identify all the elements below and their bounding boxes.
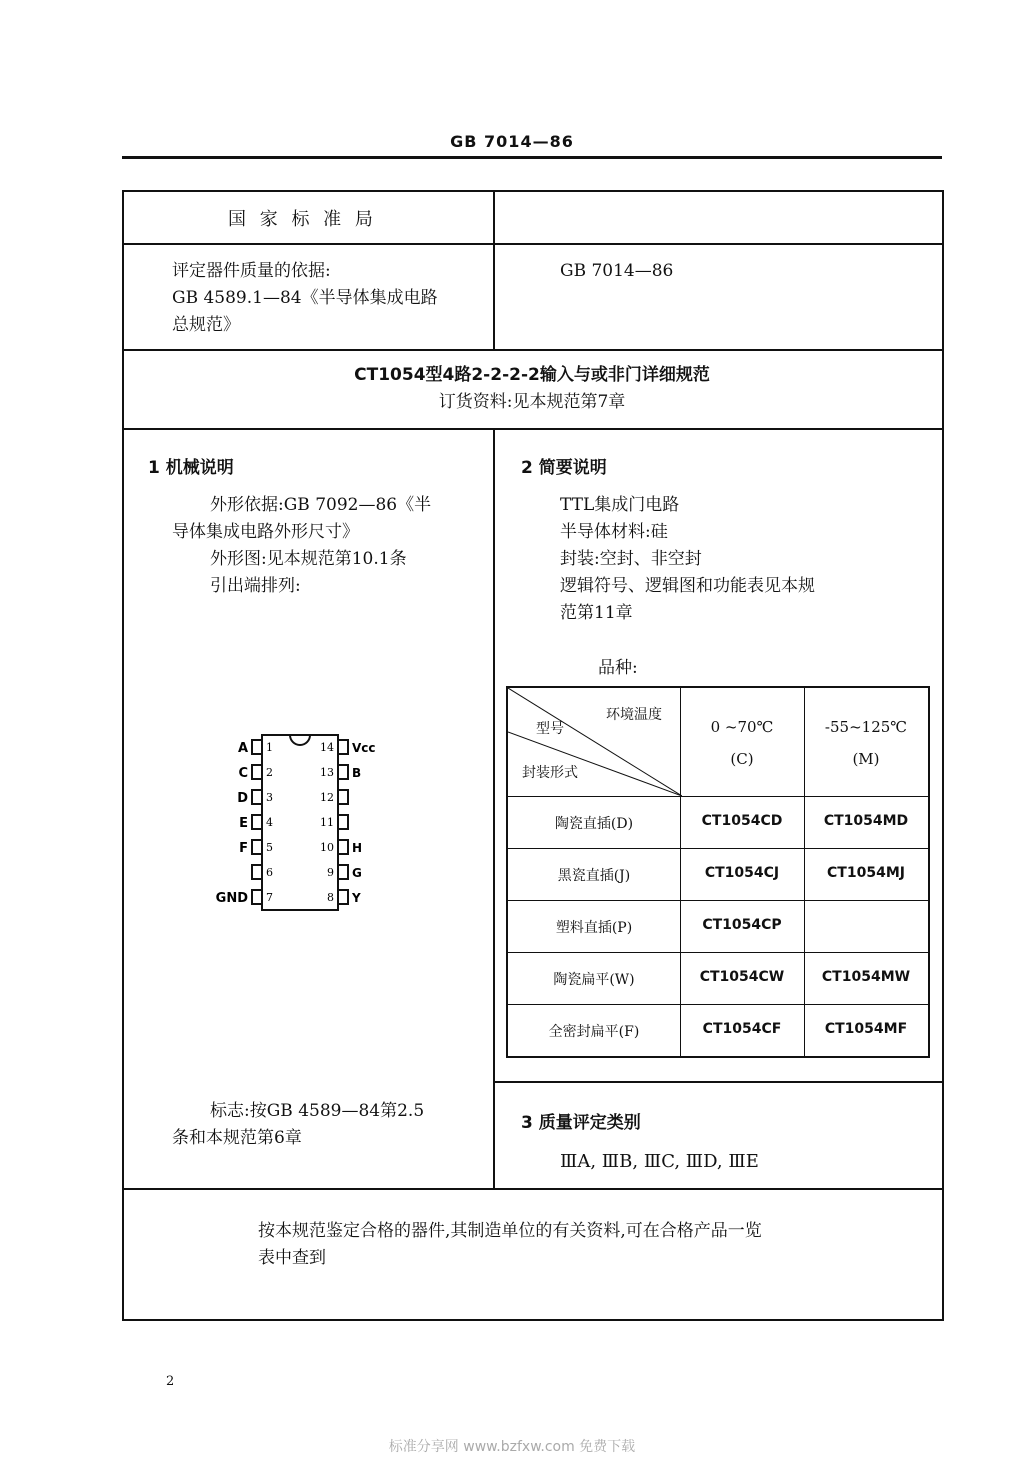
pin [252,790,262,804]
divider [122,243,942,245]
pin-number: 1 [266,741,273,754]
pin1-notch [290,735,310,745]
pin-label: B [352,766,362,780]
pin-number: 4 [266,816,273,829]
variety-label: 品种: [598,658,638,678]
pin-number: 3 [266,791,273,804]
pin [252,815,262,829]
pin-label: G [352,866,362,880]
model-military: CT1054MJ [827,865,905,881]
marking-line1: 标志:按GB 4589—84第2.5 [210,1101,425,1121]
divider [122,349,942,351]
model-commercial: CT1054CD [701,813,783,829]
section2-heading: 2 简要说明 [521,458,607,478]
pinout-diagram [200,725,400,915]
pin [338,840,348,854]
pin-label: F [239,841,248,856]
pin-number: 9 [327,866,334,879]
variety-row [508,1004,928,1057]
section2-line: 范第11章 [560,603,633,623]
variety-row [508,796,928,849]
model-commercial: CT1054CF [702,1021,782,1037]
pin-number: 2 [266,766,273,779]
divider [122,1188,942,1190]
model-commercial: CT1054CP [702,917,782,933]
pin [338,890,348,904]
pin [338,815,348,829]
variety-row [508,848,928,901]
model-military: CT1054MW [821,969,911,985]
section2-line: 半导体材料:硅 [560,522,668,542]
pin-label: A [237,741,248,756]
pin-number: 7 [266,891,273,904]
note-line2: 表中查到 [258,1248,326,1268]
header-rule [122,156,942,159]
marking-line2: 条和本规范第6章 [172,1128,302,1148]
model-military: CT1054MD [823,813,909,829]
pin-label: C [238,766,248,781]
corner-temperature: 环境温度 [606,707,662,723]
basis-line1: GB 4589.1—84《半导体集成电路 [172,288,438,308]
package-type: 陶瓷直插(D) [554,816,634,832]
variety-row [508,900,928,953]
corner-package: 封装形式 [522,765,578,781]
pin [252,740,262,754]
section1-line: 引出端排列: [210,576,301,596]
variety-table [506,686,930,1058]
section1-line: 外形图:见本规范第10.1条 [210,549,407,569]
column-divider [493,428,495,1189]
section2-line: 封装:空封、非空封 [560,549,702,569]
basis-label: 评定器件质量的依据: [172,261,331,281]
col-c-range: 0 ~70℃ [710,718,774,736]
pin [338,790,348,804]
pin [338,865,348,879]
pin-number: 13 [320,766,334,779]
watermark: 标准分享网 www.bzfxw.com 免费下载 [388,1439,636,1455]
corner-model: 型号 [536,721,564,737]
col-c-code: (C) [730,750,754,768]
authority-name: 国 家 标 准 局 [228,209,377,230]
pin-number: 6 [266,866,273,879]
package-type: 黑瓷直插(J) [557,868,631,884]
pin [252,765,262,779]
section2-line: 逻辑符号、逻辑图和功能表见本规 [560,576,815,596]
section1-line: 外形依据:GB 7092—86《半 [210,495,432,515]
model-commercial: CT1054CJ [704,865,780,881]
spec-title: CT1054型4路2-2-2-2输入与或非门详细规范 [354,365,710,385]
col-m-code: (M) [852,750,880,768]
model-military: CT1054MF [824,1021,908,1037]
package-type: 塑料直插(P) [555,920,633,936]
note-line1: 按本规范鉴定合格的器件,其制造单位的有关资料,可在合格产品一览 [258,1221,762,1241]
pin-label: GND [215,891,248,906]
pin [252,840,262,854]
pin-number: 14 [320,741,334,754]
pin-label: H [352,841,363,855]
package-type: 陶瓷扁平(W) [553,972,635,988]
pin [338,765,348,779]
pin-label: Y [352,891,361,905]
pin-number: 12 [320,791,334,804]
pin [252,865,262,879]
section2-line: TTL集成门电路 [560,495,680,515]
page-number: 2 [166,1374,175,1389]
pin-label: E [239,816,248,831]
order-info: 订货资料:见本规范第7章 [438,392,626,412]
pin-label: Vcc [352,741,376,755]
document-code: GB 7014—86 [450,132,574,151]
pin-number: 8 [327,891,334,904]
variety-row [508,952,928,1005]
column-divider [493,190,495,350]
divider [122,428,942,430]
model-commercial: CT1054CW [699,969,785,985]
package-type: 全密封扁平(F) [548,1024,640,1040]
divider [494,1081,942,1083]
section1-line: 导体集成电路外形尺寸》 [172,522,359,542]
section1-heading: 1 机械说明 [148,458,234,478]
standard-number: GB 7014—86 [560,261,674,281]
pin-number: 10 [320,841,334,854]
pin [252,890,262,904]
pin-number: 11 [320,816,334,829]
section3-heading: 3 质量评定类别 [521,1113,641,1133]
quality-categories: ⅢA, ⅢB, ⅢC, ⅢD, ⅢE [560,1151,759,1172]
pin [338,740,348,754]
pin-label: D [237,791,248,806]
col-m-range: -55~125℃ [824,718,908,736]
pin-number: 5 [266,841,273,854]
basis-line2: 总规范》 [172,315,240,335]
